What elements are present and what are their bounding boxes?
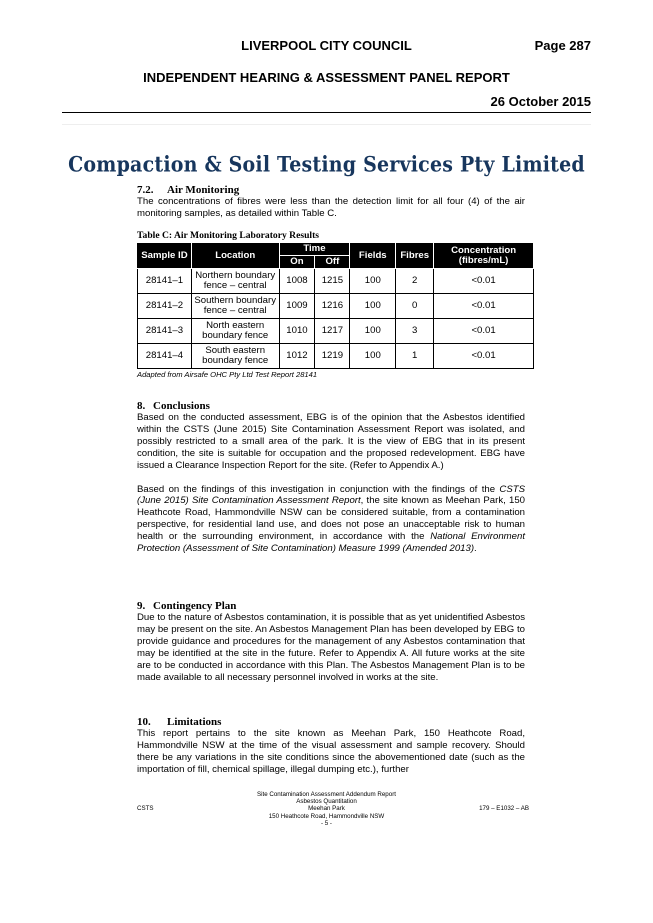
section-text: Due to the nature of Asbestos contamination, it is possible that as yet unidentified Asbestos may be present on the site. An Asbestos Management Plan has been developed by EBG to provide guidance and procedures for the management of any Asbestos contamination that may be identified at the site in the future. Refer to Appendix A. All future works at the site are to be conducted in accordance with this Plan. The Asbestos Management Plan is to be made available to all necessary personnel involved in works at the site. xyxy=(137,612,525,683)
table-row xyxy=(138,344,534,369)
col-header-off: Off xyxy=(315,256,350,269)
cell-fields: 100 xyxy=(350,319,396,344)
cell-on: 1009 xyxy=(279,294,315,319)
section-air-monitoring xyxy=(137,184,525,220)
report-date: 26 October 2015 xyxy=(490,94,591,109)
section-heading xyxy=(137,184,525,196)
table-title: Table C: Air Monitoring Laboratory Results xyxy=(137,230,320,241)
cell-fields: 100 xyxy=(350,344,396,369)
footer-line: Meehan Park xyxy=(308,805,345,813)
text-span: . xyxy=(474,543,477,555)
cell-fibres: 0 xyxy=(396,294,434,319)
report-title: INDEPENDENT HEARING & ASSESSMENT PANEL REPORT xyxy=(143,70,510,85)
col-header-on: On xyxy=(279,256,315,269)
footer-line: Asbestos Quantitation xyxy=(296,798,357,806)
col-header-concentration: Concentration (fibres/mL) xyxy=(434,243,534,269)
cell-concentration: <0.01 xyxy=(434,319,534,344)
table-row xyxy=(138,294,534,319)
table-source-note: Adapted from Airsafe OHC Pty Ltd Test Report 28141 xyxy=(137,370,318,379)
header-divider-faint xyxy=(62,124,591,125)
section-number: 10. xyxy=(137,716,151,728)
footer-page-number: - 5 - xyxy=(320,819,332,827)
cell-location: Northern boundary fence – central xyxy=(191,269,279,294)
cell-on: 1008 xyxy=(279,269,315,294)
cell-off: 1219 xyxy=(315,344,350,369)
conclusions-paragraph-2 xyxy=(137,484,525,555)
section-text: The concentrations of fibres were less than the detection limit for all four (4) of the air monitoring samples, as detailed within Table C. xyxy=(137,196,525,219)
cell-off: 1216 xyxy=(315,294,350,319)
cell-sample-id: 28141–2 xyxy=(138,294,192,319)
cell-fibres: 3 xyxy=(396,319,434,344)
section-heading xyxy=(137,600,525,612)
col-header-fields: Fields xyxy=(350,243,396,269)
col-header-time: Time xyxy=(279,243,350,256)
cell-fields: 100 xyxy=(350,269,396,294)
text-span: , the site known as Meehan Park, 150 Heathcote Road, Hammondville NSW can be considered suitable, from a contamination perspective, for residential land use, and does not pose an unacceptable risk to human health or the surrounding environment, in accordance with the xyxy=(137,495,525,543)
legislation-citation: National Environment Protection (Assessment of Site Contamination) Measure 1999 (Amended 2013) xyxy=(137,531,525,555)
company-logo: Compaction & Soil Testing Services Pty Limited xyxy=(68,152,585,178)
section-heading xyxy=(137,400,525,412)
cell-off: 1217 xyxy=(315,319,350,344)
report-citation: CSTS (June 2015) Site Contamination Assessment Report xyxy=(137,483,525,507)
footer-line: 150 Heathcote Road, Hammondville NSW xyxy=(268,812,385,820)
cell-fibres: 2 xyxy=(396,269,434,294)
cell-off: 1215 xyxy=(315,269,350,294)
col-header-location: Location xyxy=(191,243,279,269)
header-divider xyxy=(62,112,591,113)
section-number: 9. xyxy=(137,600,146,612)
cell-fibres: 1 xyxy=(396,344,434,369)
cell-location: Southern boundary fence – central xyxy=(191,294,279,319)
cell-sample-id: 28141–3 xyxy=(138,319,192,344)
section-number: 7.2. xyxy=(137,184,154,196)
section-title: Conclusions xyxy=(153,400,210,412)
col-header-sample-id: Sample ID xyxy=(138,243,192,269)
cell-concentration: <0.01 xyxy=(434,294,534,319)
cell-concentration: <0.01 xyxy=(434,344,534,369)
page-footer xyxy=(0,791,653,827)
footer-job-number: 179 – E1032 – AB xyxy=(479,805,529,812)
page-number: Page 287 xyxy=(534,38,591,53)
cell-sample-id: 28141–1 xyxy=(138,269,192,294)
cell-fields: 100 xyxy=(350,294,396,319)
section-conclusions xyxy=(137,400,525,555)
text-span: Based on the findings of this investigation in conjunction with the findings of the xyxy=(137,483,500,495)
section-title: Air Monitoring xyxy=(167,184,240,196)
section-title: Limitations xyxy=(167,716,222,728)
cell-on: 1010 xyxy=(279,319,315,344)
section-contingency-plan xyxy=(137,600,525,683)
cell-concentration: <0.01 xyxy=(434,269,534,294)
footer-line: Site Contamination Assessment Addendum Report xyxy=(257,791,396,798)
cell-location: South eastern boundary fence xyxy=(191,344,279,369)
cell-location: North eastern boundary fence xyxy=(191,319,279,344)
table-row xyxy=(138,319,534,344)
conclusions-paragraph-1: Based on the conducted assessment, EBG is of the opinion that the Asbestos identified within the CSTS (June 2015) Site Contamination Assessment Report was isolated, and possibly restricted to a small area of the park. It is the view of EBG that in its present condition, the site is suitable for occupation and the proposed redevelopment. EBG have issued a Clearance Inspection Report for the site. (Refer to Appendix A.) xyxy=(137,412,525,471)
cell-sample-id: 28141–4 xyxy=(138,344,192,369)
section-limitations xyxy=(137,716,525,776)
air-monitoring-table xyxy=(137,242,534,369)
section-heading xyxy=(137,716,525,728)
council-name: LIVERPOOL CITY COUNCIL xyxy=(241,38,412,53)
section-title: Contingency Plan xyxy=(153,600,237,612)
section-text: This report pertains to the site known as Meehan Park, 150 Heathcote Road, Hammondville NSW at the time of the visual assessment and sample recovery. Should there be any variations in the site conditions since the abovementioned date (such as the importation of fill, chemical spillage, illegal dumping etc.), further xyxy=(137,728,525,775)
footer-company: CSTS xyxy=(137,805,154,812)
col-header-fibres: Fibres xyxy=(396,243,434,269)
section-number: 8. xyxy=(137,400,146,412)
table-row xyxy=(138,269,534,294)
cell-on: 1012 xyxy=(279,344,315,369)
